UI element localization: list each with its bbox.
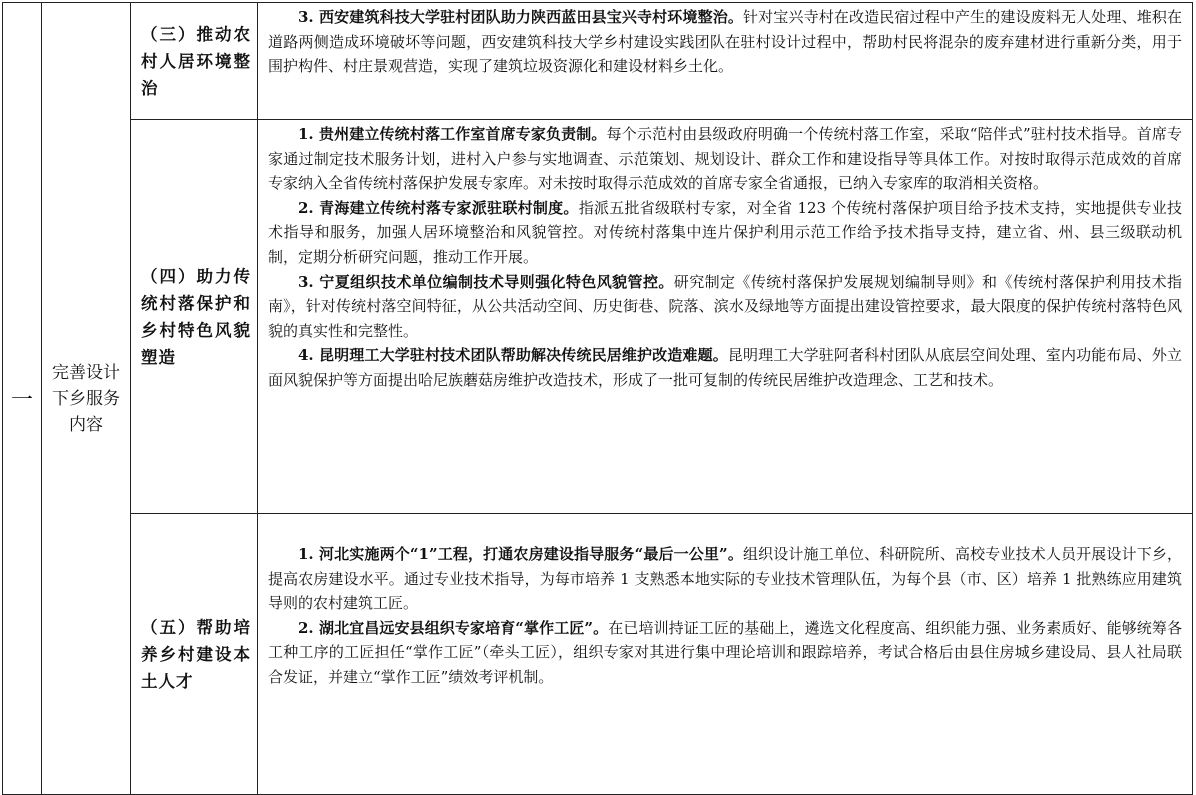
paragraph-body: 昆明理工大学驻阿者科村团队从底层空间处理、室内功能布局、外立面风貌保护等方面提出哈尼族蘑菇房维护改造技术，形成了一批可复制的传统民居维护改造理念、工艺和技术。 [268,346,1182,389]
content-paragraph [268,122,1182,196]
paragraph-title: 4. 昆明理工大学驻村技术团队帮助解决传统民居维护改造难题。 [298,346,728,365]
section-number: 一 [10,388,33,413]
content-table [2,2,1193,795]
table-row [3,120,1193,514]
section-title-cell [42,3,131,795]
paragraph-body: 指派五批省级联村专家，对全省 123 个传统村落保护项目给予技术支持，实地提供专业技术指导和服务，加强人居环境整治和风貌管控。对传统村落集中连片保护利用示范工作给予技术指导支持，建立省、州、县三级联动机制，定期分析研究问题，推动工作开展。 [268,198,1182,266]
paragraph-title: 2. 青海建立传统村落专家派驻联村制度。 [298,198,579,217]
subsection-content-cell [258,514,1193,795]
section-title: 完善设计下乡服务内容 [52,362,120,435]
paragraph-title: 3. 西安建筑科技大学驻村团队助力陕西蓝田县宝兴寺村环境整治。 [298,8,744,26]
subsection-heading: （五）帮助培养乡村建设本土人才 [141,617,251,691]
subsection-heading-cell [131,120,258,514]
paragraph-body: 研究制定《传统村落保护发展规划编制导则》和《传统村落保护利用技术指南》，针对传统村落空间特征，从公共活动空间、历史街巷、院落、滨水及绿地等方面提出建设管控要求，最大限度的保护传统村落特色风貌的真实性和完整性。 [268,272,1182,340]
table-row [3,3,1193,120]
table-row [3,514,1193,795]
content-paragraph [268,196,1182,270]
paragraph-body: 在已培训持证工匠的基础上，遴选文化程度高、组织能力强、业务素质好、能够统筹各工种工序的工匠担任“掌作工匠”（牵头工匠），组织专家对其进行集中理论培训和跟踪培养，考试合格后由县住房城乡建设局、县人社局联合发证，并建立“掌作工匠”绩效考评机制。 [268,618,1182,686]
content-paragraph [268,343,1182,392]
paragraph-body: 针对宝兴寺村在改造民宿过程中产生的建设废料无人处理、堆积在道路两侧造成环境破坏等问题，西安建筑科技大学乡村建设实践团队在驻村设计过程中，帮助村民将混杂的废弃建材进行重新分类，用于围护构件、村庄景观营造，实现了建筑垃圾资源化和建设材料乡土化。 [268,8,1182,76]
content-paragraph [268,616,1182,690]
content-paragraph [268,270,1182,344]
paragraph-title: 2. 湖北宜昌远安县组织专家培育“掌作工匠”。 [298,618,609,637]
content-paragraph [268,5,1182,79]
paragraph-title: 3. 宁夏组织技术单位编制技术导则强化特色风貌管控。 [298,272,674,291]
paragraph-body: 每个示范村由县级政府明确一个传统村落工作室，采取“陪伴式”驻村技术指导。首席专家通过制定技术服务计划，进村入户参与实地调查、示范策划、规划设计、群众工作和建设指导等具体工作。对按时取得示范成效的首席专家纳入全省传统村落保护发展专家库。对未按时取得示范成效的首席专家全省通报，已纳入专家库的取消相关资格。 [268,125,1182,193]
subsection-heading-cell [131,514,258,795]
content-paragraph [268,542,1182,616]
subsection-heading: （四）助力传统村落保护和乡村特色风貌塑造 [141,266,251,367]
section-number-cell [3,3,42,795]
subsection-heading: （三）推动农村人居环境整治 [141,24,251,98]
paragraph-title: 1. 贵州建立传统村落工作室首席专家负责制。 [298,125,607,143]
subsection-content-cell [258,3,1193,120]
paragraph-body: 组织设计施工单位、科研院所、高校专业技术人员开展设计下乡，提高农房建设水平。通过专业技术指导，为每市培养 1 支熟悉本地实际的专业技术管理队伍，为每个县（市、区）培养 1 批熟练应用建筑导则的农村建筑工匠。 [268,545,1182,613]
subsection-content-cell [258,120,1193,514]
subsection-heading-cell [131,3,258,120]
paragraph-title: 1. 河北实施两个“1”工程，打通农房建设指导服务“最后一公里”。 [298,545,743,563]
